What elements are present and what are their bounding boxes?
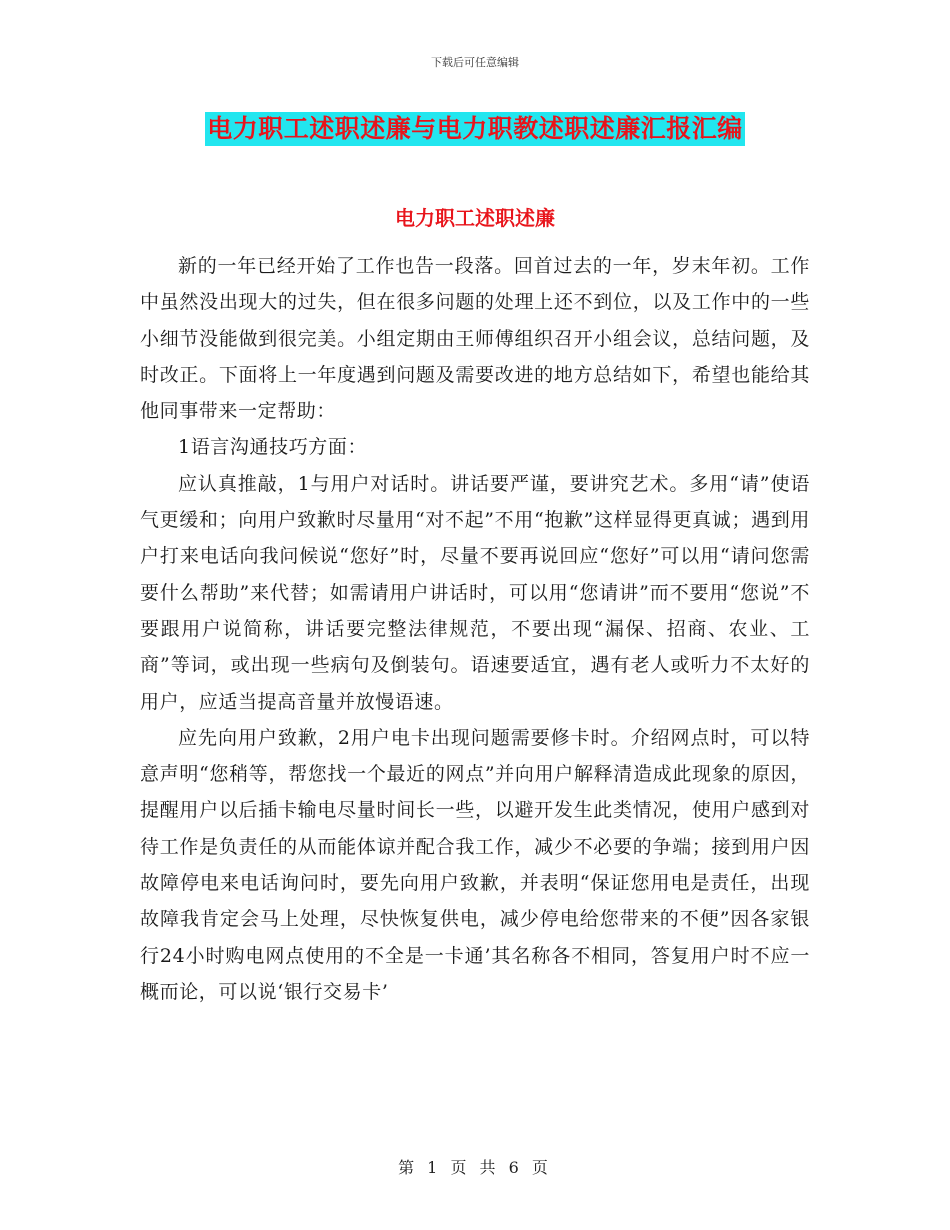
paragraph-1: 新的一年已经开始了工作也告一段落。回首过去的一年，岁末年初。工作中虽然没出现大的过失，但在很多问题的处理上还不到位，以及工作中的一些小细节没能做到很完美。小组定期由王师傅组织召开小组会议，总结问题，及时改正。下面将上一年度遇到问题及需要改进的地方总结如下，希望也能给其他同事带来一定帮助： <box>140 255 810 423</box>
header-note: 下载后可任意编辑 <box>431 56 519 69</box>
main-title-wrap <box>0 112 950 146</box>
body-text <box>140 248 810 1010</box>
section-title: 电力职工述职述廉 <box>395 206 555 230</box>
main-title: 电力职工述职述廉与电力职教述职述廉汇报汇编 <box>205 112 745 146</box>
page-footer: 第 1 页 共 6 页 <box>398 1158 552 1177</box>
paragraph-3: 应认真推敲，1与用户对话时。讲话要严谨，要讲究艺术。多用“请”使语气更缓和；向用户致歉时尽量用“对不起”不用“抱歉”这样显得更真诚；遇到用户打来电话向我问候说“您好”时，尽量不要再说回应“您好”可以用“请问您需要什么帮助”来代替；如需请用户讲话时，可以用“您请讲”而不要用“您说”不要跟用户说简称，讲话要完整法律规范，不要出现“漏保、招商、农业、工商”等词，或出现一些病句及倒装句。语速要适宜，遇有老人或听力不太好的用户，应适当提高音量并放慢语速。 <box>140 472 810 713</box>
paragraph-2: 1语言沟通技巧方面： <box>178 436 368 459</box>
paragraph-4: 应先向用户致歉，2用户电卡出现问题需要修卡时。介绍网点时，可以特意声明“您稍等，帮您找一个最近的网点”并向用户解释清造成此现象的原因，提醒用户以后插卡输电尽量时间长一些，以避开发生此类情况，使用户感到对待工作是负责任的从而能体谅并配合我工作，减少不必要的争端；接到用户因故障停电来电话询问时，要先向用户致歉，并表明“保证您用电是责任，出现故障我肯定会马上处理，尽快恢复供电，减少停电给您带来的不便”因各家银行24小时购电网点使用的不全是一卡通’其名称各不相同，答复用户时不应一概而论，可以说‘银行交易卡’ <box>140 726 810 1003</box>
